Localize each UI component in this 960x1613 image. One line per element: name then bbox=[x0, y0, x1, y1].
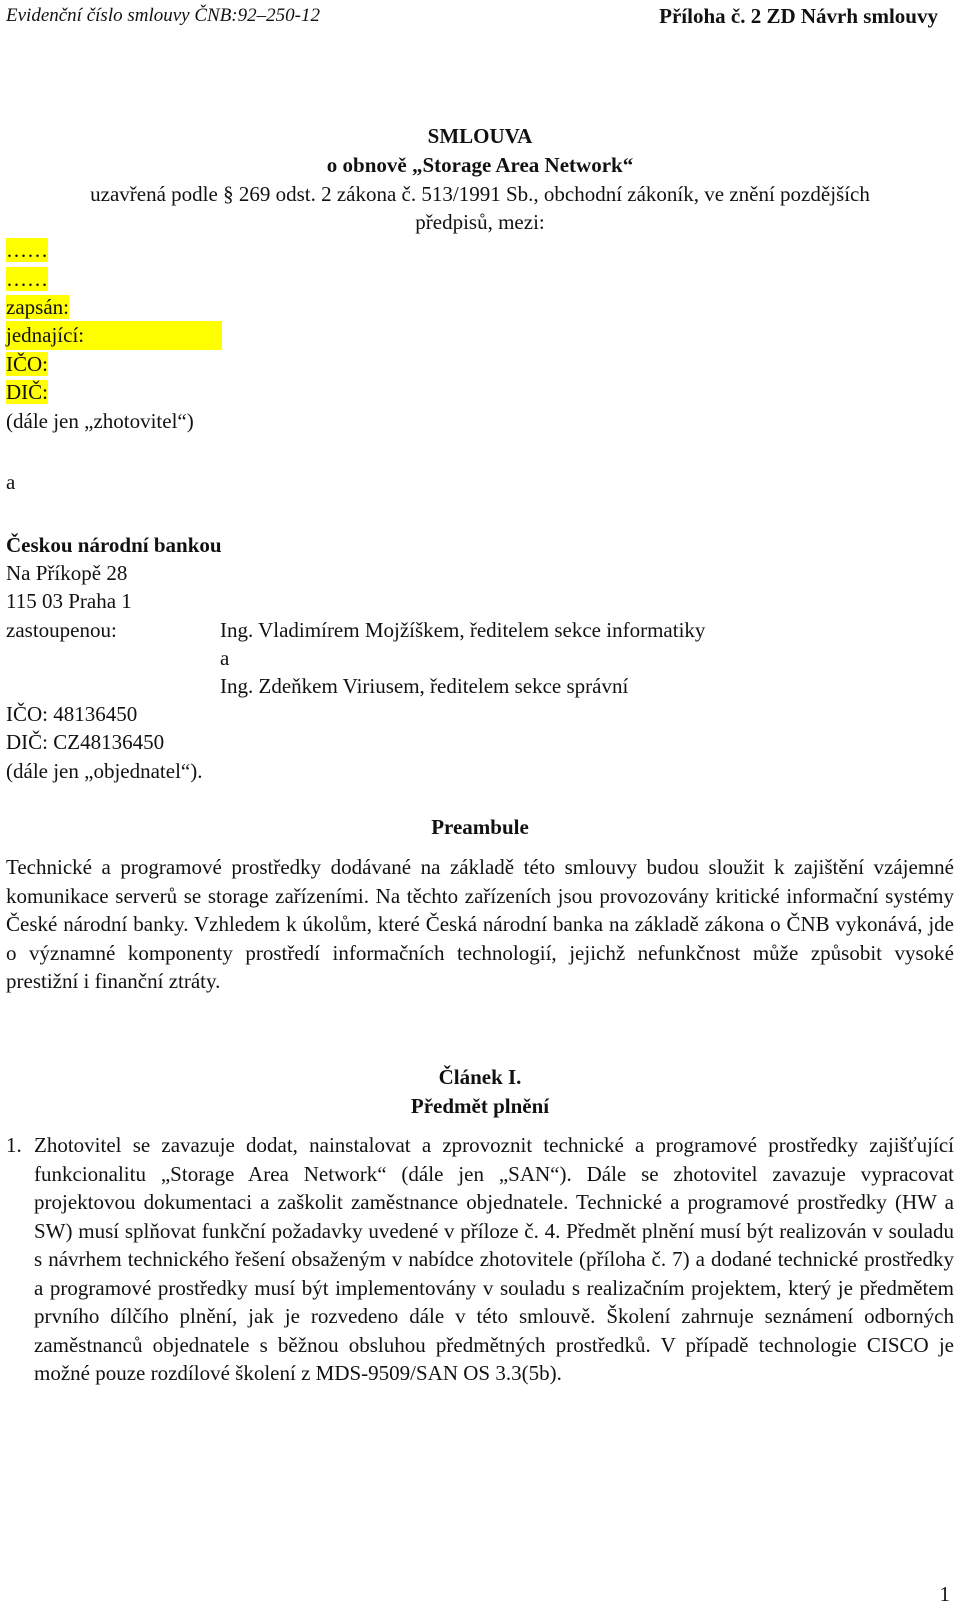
attachment-label: Příloha č. 2 ZD Návrh smlouvy bbox=[659, 4, 938, 28]
client-represented-label: zastoupenou: bbox=[6, 618, 117, 642]
contractor-placeholder-1: …… bbox=[6, 238, 48, 262]
article-item-text: Zhotovitel se zavazuje dodat, nainstalovat a zprovoznit technické a programové prostředky zajišťující funkcionalitu „Storage Area Network“ (dále jen „SAN“). Dále se zhotovitel zavazuje vypracovat projektovou dokumentaci a zaškolit zaměstnance objednatele. Technické a programové prostředky (HW a SW) musí splňovat funkční požadavky uvedené v příloze č. 4. Předmět plnění musí být realizován v souladu s návrhem technického řešení obsaženým v nabídce zhotovitele (příloha č. 7) a dodané technické prostředky a programové prostředky musí být implementovány v souladu s realizačním projektem, který je předmětem prvního dílčího plnění, jak je rozvedeno dále v této smlouvě. Školení zahrnuje seznámení odborných zaměstnanců objednatele s běžnou obsluhou předmětných prostředků. V případě technologie CISCO je možné pouze rozdílové školení z MDS-9509/SAN OS 3.3(5b). bbox=[34, 1133, 954, 1385]
law-reference-line1: uzavřená podle § 269 odst. 2 zákona č. 513/1991 Sb., obchodní zákoník, ve znění pozdějších bbox=[90, 182, 870, 206]
document-title: SMLOUVA bbox=[427, 124, 533, 148]
client-representative-2: Ing. Zdeňkem Viriusem, ředitelem sekce správní bbox=[220, 674, 629, 698]
contractor-acting: jednající: bbox=[6, 321, 222, 350]
preamble-paragraph: Technické a programové prostředky dodávané na základě této smlouvy budou sloužit k zajištění vzájemné komunikace serverů se storage zařízeními. Na těchto zařízeních jsou provozovány kritické informační systémy České národní banky. Vzhledem k úkolům, které Česká národní banka na základě zákona o ČNB vykonává, jde o významné komponenty prostředí informačních technologií, jejichž nefunkčnost může způsobit vysoké prestižní i finanční ztráty. bbox=[6, 855, 954, 993]
conjunction-and: a bbox=[6, 470, 16, 494]
contractor-dic: DIČ: bbox=[6, 380, 48, 404]
client-representative-and: a bbox=[220, 646, 230, 670]
client-street: Na Příkopě 28 bbox=[6, 561, 128, 585]
contractor-ico: IČO: bbox=[6, 352, 48, 376]
contract-evidence-number: Evidenční číslo smlouvy ČNB:92–250-12 bbox=[6, 5, 320, 26]
preamble-text bbox=[6, 853, 954, 996]
article-heading: Článek I. bbox=[438, 1065, 522, 1089]
client-alias: (dále jen „objednatel“). bbox=[6, 759, 203, 783]
page-number: 1 bbox=[939, 1582, 950, 1606]
client-ico: IČO: 48136450 bbox=[6, 702, 138, 726]
preamble-heading: Preambule bbox=[431, 815, 529, 839]
client-representative-1: Ing. Vladimírem Mojžíškem, ředitelem sekce informatiky bbox=[220, 618, 706, 642]
client-city: 115 03 Praha 1 bbox=[6, 589, 132, 613]
law-reference-line2: předpisů, mezi: bbox=[415, 210, 545, 234]
article-subheading: Předmět plnění bbox=[410, 1094, 550, 1118]
contractor-alias: (dále jen „zhotovitel“) bbox=[6, 409, 194, 433]
article-item-number: 1. bbox=[6, 1133, 22, 1157]
client-name: Českou národní bankou bbox=[6, 533, 222, 557]
contractor-registered: zapsán: bbox=[6, 295, 69, 319]
contractor-placeholder-2: …… bbox=[6, 267, 48, 291]
document-subtitle: o obnově „Storage Area Network“ bbox=[326, 153, 634, 177]
client-dic: DIČ: CZ48136450 bbox=[6, 730, 165, 754]
